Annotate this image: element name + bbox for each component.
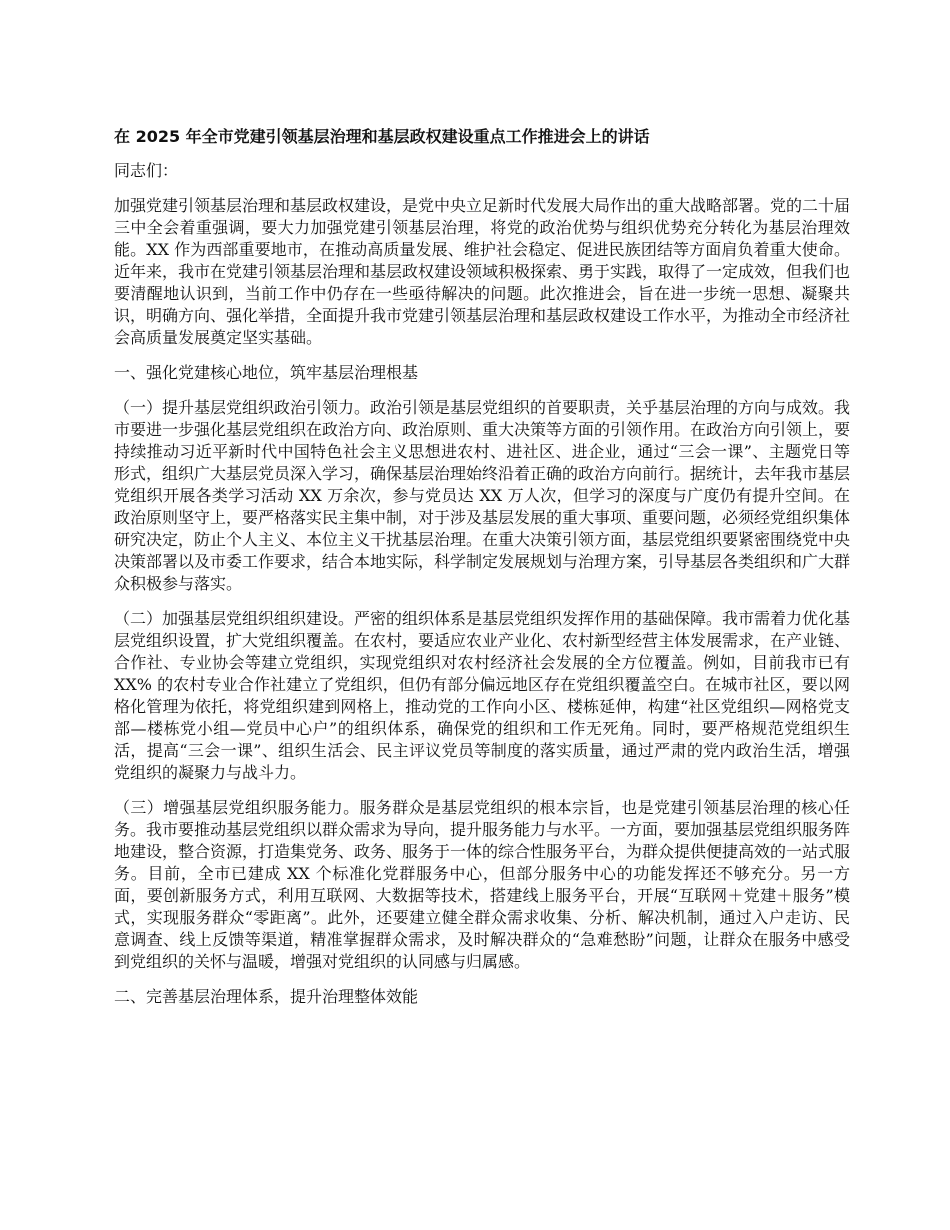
document-title: 在 2025 年全市党建引领基层治理和基层政权建设重点工作推进会上的讲话 (114, 127, 650, 146)
section-2-heading: 二、完善基层治理体系，提升治理整体效能 (114, 987, 419, 1006)
section-1-paragraph-3: （三）增强基层党组织服务能力。服务群众是基层党组织的根本宗旨，也是党建引领基层治理的核心任务。我市要推动基层党组织以群众需求为导向，提升服务能力与水平。一方面，要加强基层党组织服务阵地建设，整合资源，打造集党务、政务、服务于一体的综合性服务平台，为群众提供便捷高效的一站式服务。目前，全市已建成 XX 个标准化党群服务中心，但部分服务中心的功能发挥还不够充分。另一方面，要创新服务方式，利用互联网、大数据等技术，搭建线上服务平台，开展“互联网＋党建＋服务”模式，实现服务群众“零距离”。此外，还要建立健全群众需求收集、分析、解决机制，通过入户走访、民意调查、线上反馈等渠道，精准掌握群众需求，及时解决群众的“急难愁盼”问题，让群众在服务中感受到党组织的关怀与温暖，增强对党组织的认同感与归属感。 (114, 798, 851, 971)
section-1-heading: 一、强化党建核心地位，筑牢基层治理根基 (114, 363, 419, 382)
section-1-paragraph-1: （一）提升基层党组织政治引领力。政治引领是基层党组织的首要职责，关乎基层治理的方向与成效。我市要进一步强化基层党组织在政治方向、政治原则、重大决策等方面的引领作用。在政治方向引领上，要持续推动习近平新时代中国特色社会主义思想进农村、进社区、进企业，通过“三会一课”、主题党日等形式，组织广大基层党员深入学习，确保基层治理始终沿着正确的政治方向前行。据统计，去年我市基层党组织开展各类学习活动 XX 万余次，参与党员达 XX 万人次，但学习的深度与广度仍有提升空间。在政治原则坚守上，要严格落实民主集中制，对于涉及基层发展的重大事项、重要问题，必须经党组织集体研究决定，防止个人主义、本位主义干扰基层治理。在重大决策引领方面，基层党组织要紧密围绕党中央决策部署以及市委工作要求，结合本地实际，科学制定发展规划与治理方案，引导基层各类组织和广大群众积极参与落实。 (114, 398, 851, 593)
intro-paragraph: 加强党建引领基层治理和基层政权建设，是党中央立足新时代发展大局作出的重大战略部署。党的二十届三中全会着重强调，要大力加强党建引领基层治理，将党的政治优势与组织优势充分转化为基层治理效能。XX 作为西部重要地市，在推动高质量发展、维护社会稳定、促进民族团结等方面肩负着重大使命。近年来，我市在党建引领基层治理和基层政权建设领域积极探索、勇于实践，取得了一定成效，但我们也要清醒地认识到，当前工作中仍存在一些亟待解决的问题。此次推进会，旨在进一步统一思想、凝聚共识，明确方向、强化举措，全面提升我市党建引领基层治理和基层政权建设工作水平，为推动全市经济社会高质量发展奠定坚实基础。 (114, 196, 851, 347)
section-1-paragraph-2: （二）加强基层党组织组织建设。严密的组织体系是基层党组织发挥作用的基础保障。我市需着力优化基层党组织设置，扩大党组织覆盖。在农村，要适应农业产业化、农村新型经营主体发展需求，在产业链、合作社、专业协会等建立党组织，实现党组织对农村经济社会发展的全方位覆盖。例如，目前我市已有 XX% 的农村专业合作社建立了党组织，但仍有部分偏远地区存在党组织覆盖空白。在城市社区，要以网格化管理为依托，将党组织建到网格上，推动党的工作向小区、楼栋延伸，构建“社区党组织—网格党支部—楼栋党小组—党员中心户”的组织体系，确保党的组织和工作无死角。同时，要严格规范党组织生活，提高“三会一课”、组织生活会、民主评议党员等制度的落实质量，通过严肃的党内政治生活，增强党组织的凝聚力与战斗力。 (114, 609, 851, 782)
document-page (114, 118, 850, 1021)
greeting: 同志们： (114, 161, 179, 180)
